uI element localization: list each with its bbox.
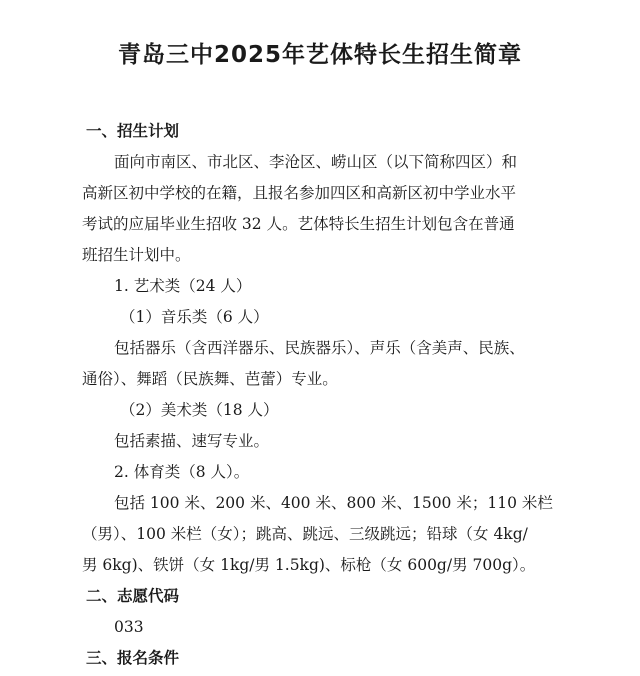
paragraph-line: 包括 100 米、200 米、400 米、800 米、1500 米；110 米栏 [114, 494, 553, 512]
paragraph-line: （男）、100 米栏（女）；跳高、跳远、三级跳远；铅球（女 4kg/ [82, 525, 528, 543]
subsection-heading-music: （1）音乐类（6 人） [120, 308, 269, 326]
paragraph-line: 通俗）、舞蹈（民族舞、芭蕾）专业。 [82, 370, 338, 388]
subsection-heading-art: 1. 艺术类（24 人） [114, 277, 252, 295]
section-heading-application-code: 二、志愿代码 [86, 587, 180, 605]
paragraph-line: 男 6kg)、铁饼（女 1kg/男 1.5kg)、标枪（女 600g/男 700g）。 [82, 556, 536, 574]
document-title: 青岛三中2025年艺体特长生招生简章 [117, 42, 522, 68]
paragraph-line: 包括素描、速写专业。 [114, 432, 270, 450]
section-heading-eligibility: 三、报名条件 [86, 649, 180, 667]
paragraph-line: 考试的应届毕业生招收 32 人。艺体特长生招生计划包含在普通 [82, 215, 515, 233]
paragraph-line: 高新区初中学校的在籍，且报名参加四区和高新区初中学业水平 [82, 184, 517, 202]
paragraph-line: 包括器乐（含西洋器乐、民族器乐）、声乐（含美声、民族、 [114, 339, 525, 357]
section-heading-enrollment-plan: 一、招生计划 [86, 122, 180, 140]
subsection-heading-sports: 2. 体育类（8 人）。 [114, 463, 250, 481]
paragraph-line: 面向市南区、市北区、李沧区、崂山区（以下简称四区）和 [114, 153, 518, 171]
paragraph-line: 班招生计划中。 [82, 246, 191, 264]
subsection-heading-fine-art: （2）美术类（18 人） [120, 401, 279, 419]
document-body [82, 116, 578, 674]
application-code: 033 [114, 618, 144, 636]
